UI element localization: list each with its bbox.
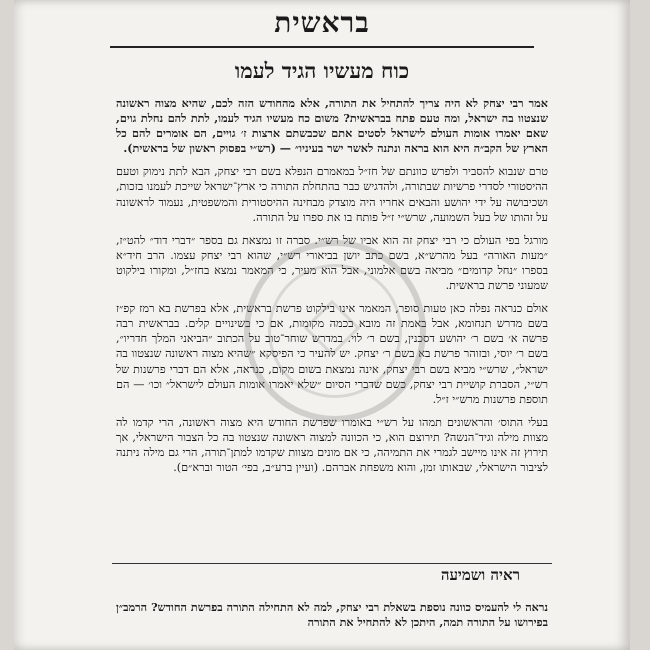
running-head: בראשית	[274, 6, 370, 39]
header-rule	[110, 46, 534, 48]
sub-heading: ראיה ושמיעה	[440, 566, 520, 584]
continuing-text: נראה לי להעמיס כוונה נוספת בשאלת רבי יצחק, למה לא התחילה התורה בפרשת החודש? הרמב״ן בפירושו על התורה תמה, היתכן לא להתחיל את התורה	[116, 600, 548, 630]
paragraph-5: בעלי התוס׳ והראשונים תמהו על רש״י באומרו שפרשת החודש היא מצוה ראשונה, הרי קדמו לה מצוות מילה וגיד־הנשה? תירוצם הוא, כי הכוונה למצוה ראשונה שנצטוו בה כל הצבור הישראלי, אך תירוץ זה אינו מיישב לגמרי את התמיהה, כי אם מונים מצוות שקדמו למתן־תורה, הרי גם מילה ניתנה לציבור הישראלי, שבאותו זמן, והוא משפחת אברהם. (ועיין ברע״ב, בפי׳ הטור וברא״ם).	[116, 415, 548, 475]
book-page	[14, 0, 630, 650]
paragraph-2: טרם שנבוא להסביר ולפרש כוונתם של חז״ל במאמרם הנפלא בשם רבי יצחק, הבא לתת נימוק וטעם ההיסטורי לסדרי פרשיות שבתורה, ולהדגיש כבר בהתחלת התורה כי ארץ־ישראל שייכת לעמנו בזכות, ושכיבושה על ידי יהושע והבאים אחריו היה מוצדק מבחינה ההיסטורית והמשפטית, נעמוד לראשונה על זהותו של בעל השמועה, שרש״י ז״ל פותח בו את ספרו על התורה.	[116, 165, 548, 224]
body-text	[116, 96, 548, 483]
section-title: כוח מעשיו הגיד לעמו	[234, 58, 410, 83]
paragraph-3: מורגל בפי העולם כי רבי יצחק זה הוא אביו של רש״י. סברה זו נמצאת גם בספר ״דברי דוד״ להט״ז, ״מעות האורה״ בעל מהרש״א, בשם כתב יושן בביאורי רש״י, שהוא רבי יצחק עצמו. הרב חיד״א בספרו ״נחל קדומים״ מביאה בשם אלמוני, אבל הוא מעיר, כי המאמר נמצא בחז״ל, ומקורו בילקוט שמעוני פרשת בראשית.	[116, 233, 548, 293]
paragraph-1: אמר רבי יצחק לא היה צריך להתחיל את התורה, אלא מהחודש הזה לכם, שהיא מצוה ראשונה שנצטוו בה ישראל, ומה טעם פתח בבראשית? משום כח מעשיו הגיד לעמו, לתת להם נחלת גוים, שאם יאמרו אומות העולם לישראל לסטים אתם שכבשתם ארצות ז׳ גויים, הם אומרים להם כל הארץ של הקב״ה היא הוא בראה ונתנה לאשר ישר בעיניו״ — (רש״י בפסוק ראשון של בראשית).	[116, 96, 548, 156]
section-divider	[112, 563, 552, 564]
paragraph-4: אולם כנראה נפלה כאן טעות סופר, המאמר אינו בילקוט פרשת בראשית, אלא בפרשת בא רמז קפ״ז בשם מדרש תנחומא, אבל באמת זה מובא בכמה מקומות, אם כי בשינויים קלים. בבראשית רבה פרשה א׳ בשם ר׳ יהושע דסכנין, בשם ר׳ לוי. במדרש שוחר־טוב על הכתוב ״הביאני המלך חדריו״, בשם ר׳ יוסי, ובזוהר פרשת בא בשם ר׳ יצחק. יש להעיר כי הפיסקא ״שהיא מצוה ראשונה שנצטוו בה ישראל״, שרש״י מביא בשם רבי יצחק, אינה נמצאת בשום מקום, כנראה, אלא הם דברי פרשנות של רש״י, הסברת קושיית רבי יצחק, כשם שדברי הסיום ״שלא יאמרו אומות העולם לישראל״ וכו׳ — הם תוספת פרשנות מרש״י ז״ל.	[116, 302, 548, 406]
